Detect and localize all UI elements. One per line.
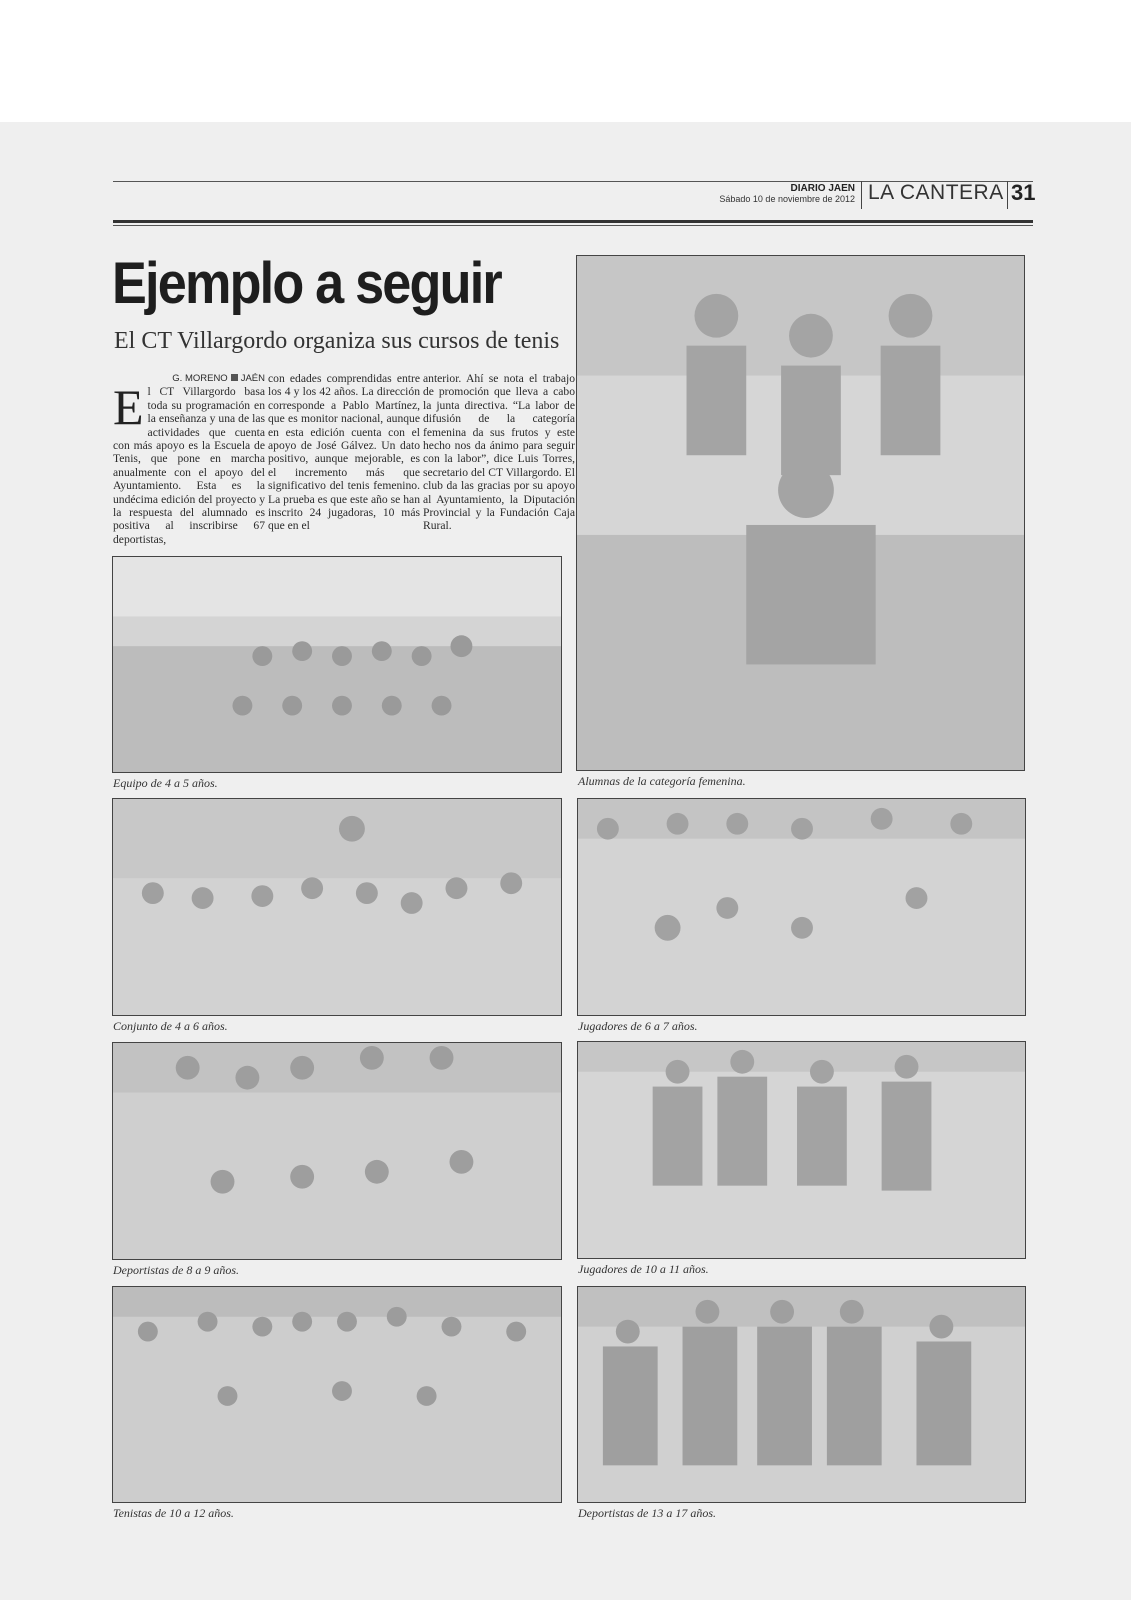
photo-caption: Deportistas de 13 a 17 años. [578,1506,716,1520]
publication-date: Sábado 10 de noviembre de 2012 [719,194,855,204]
team-photo-4-5 [112,556,562,773]
article-column-1 [113,372,265,550]
photo-caption: Equipo de 4 a 5 años. [113,776,218,790]
article-column-2: con edades comprendidas entre los 4 y los 42 años. La dirección corresponde a Pablo Martínez, que es monitor nacional, aunque en esta edición cuenta con el apoyo de José Gálvez. Un dato positivo, aunque mejorable, es el incremento más que significativo del tenis femenino. La prueba es que este año se han inscrito 24 jugadoras, 10 más que en el [268,372,420,533]
photo-caption: Tenistas de 10 a 12 años. [113,1506,234,1520]
article-text-1: l CT Villargordo basa toda su programación en la enseñanza y una de las actividades que cuenta con más apoyo es la Escuela de Tenis, que pone en marcha anualmente con el apoyo del Ayuntamiento. Esta es la undécima edición del proyecto y la respuesta del alumnado es positiva al inscribirse 67 deportistas, [113,385,265,546]
team-photo-10-12 [112,1286,562,1503]
photo-caption: Alumnas de la categoría femenina. [578,774,746,788]
square-bullet-icon [231,374,238,381]
page-number: 31 [1011,180,1036,205]
byline-author: G. MORENO [172,373,228,384]
photo-caption: Deportistas de 8 a 9 años. [113,1263,239,1277]
team-photo-13-17 [577,1286,1026,1503]
headline: Ejemplo a seguir [112,251,501,316]
team-photo-women [576,255,1025,771]
header-rule-thin [113,225,1033,226]
subheadline: El CT Villargordo organiza sus cursos de tenis [114,328,560,354]
header-rule-thick [113,220,1033,223]
drop-cap: E [113,379,144,436]
team-photo-4-6 [112,798,562,1016]
header-separator [1007,181,1008,209]
team-photo-10-11 [577,1041,1026,1259]
photo-caption: Jugadores de 10 a 11 años. [578,1262,709,1276]
paper-name: DIARIO JAEN [790,183,855,194]
header-separator [861,181,862,209]
team-photo-6-7 [577,798,1026,1016]
article-column-3: anterior. Ahí se nota el trabajo de promoción que lleva a cabo la junta directiva. “La labor de difusión de la categoría femenina da sus frutos y este hecho nos da ánimo para seguir con la labor”, dice Luis Torres, secretario del CT Villargordo. El club da las gracias por su apoyo al Ayuntamiento, la Diputación Provincial y la Fundación Caja Rural. [423,372,575,533]
section-name: LA CANTERA [868,181,1004,204]
photo-caption: Conjunto de 4 a 6 años. [113,1019,228,1033]
team-photo-8-9 [112,1042,562,1260]
photo-caption: Jugadores de 6 a 7 años. [578,1019,698,1033]
byline-place: JAÉN [240,373,265,384]
